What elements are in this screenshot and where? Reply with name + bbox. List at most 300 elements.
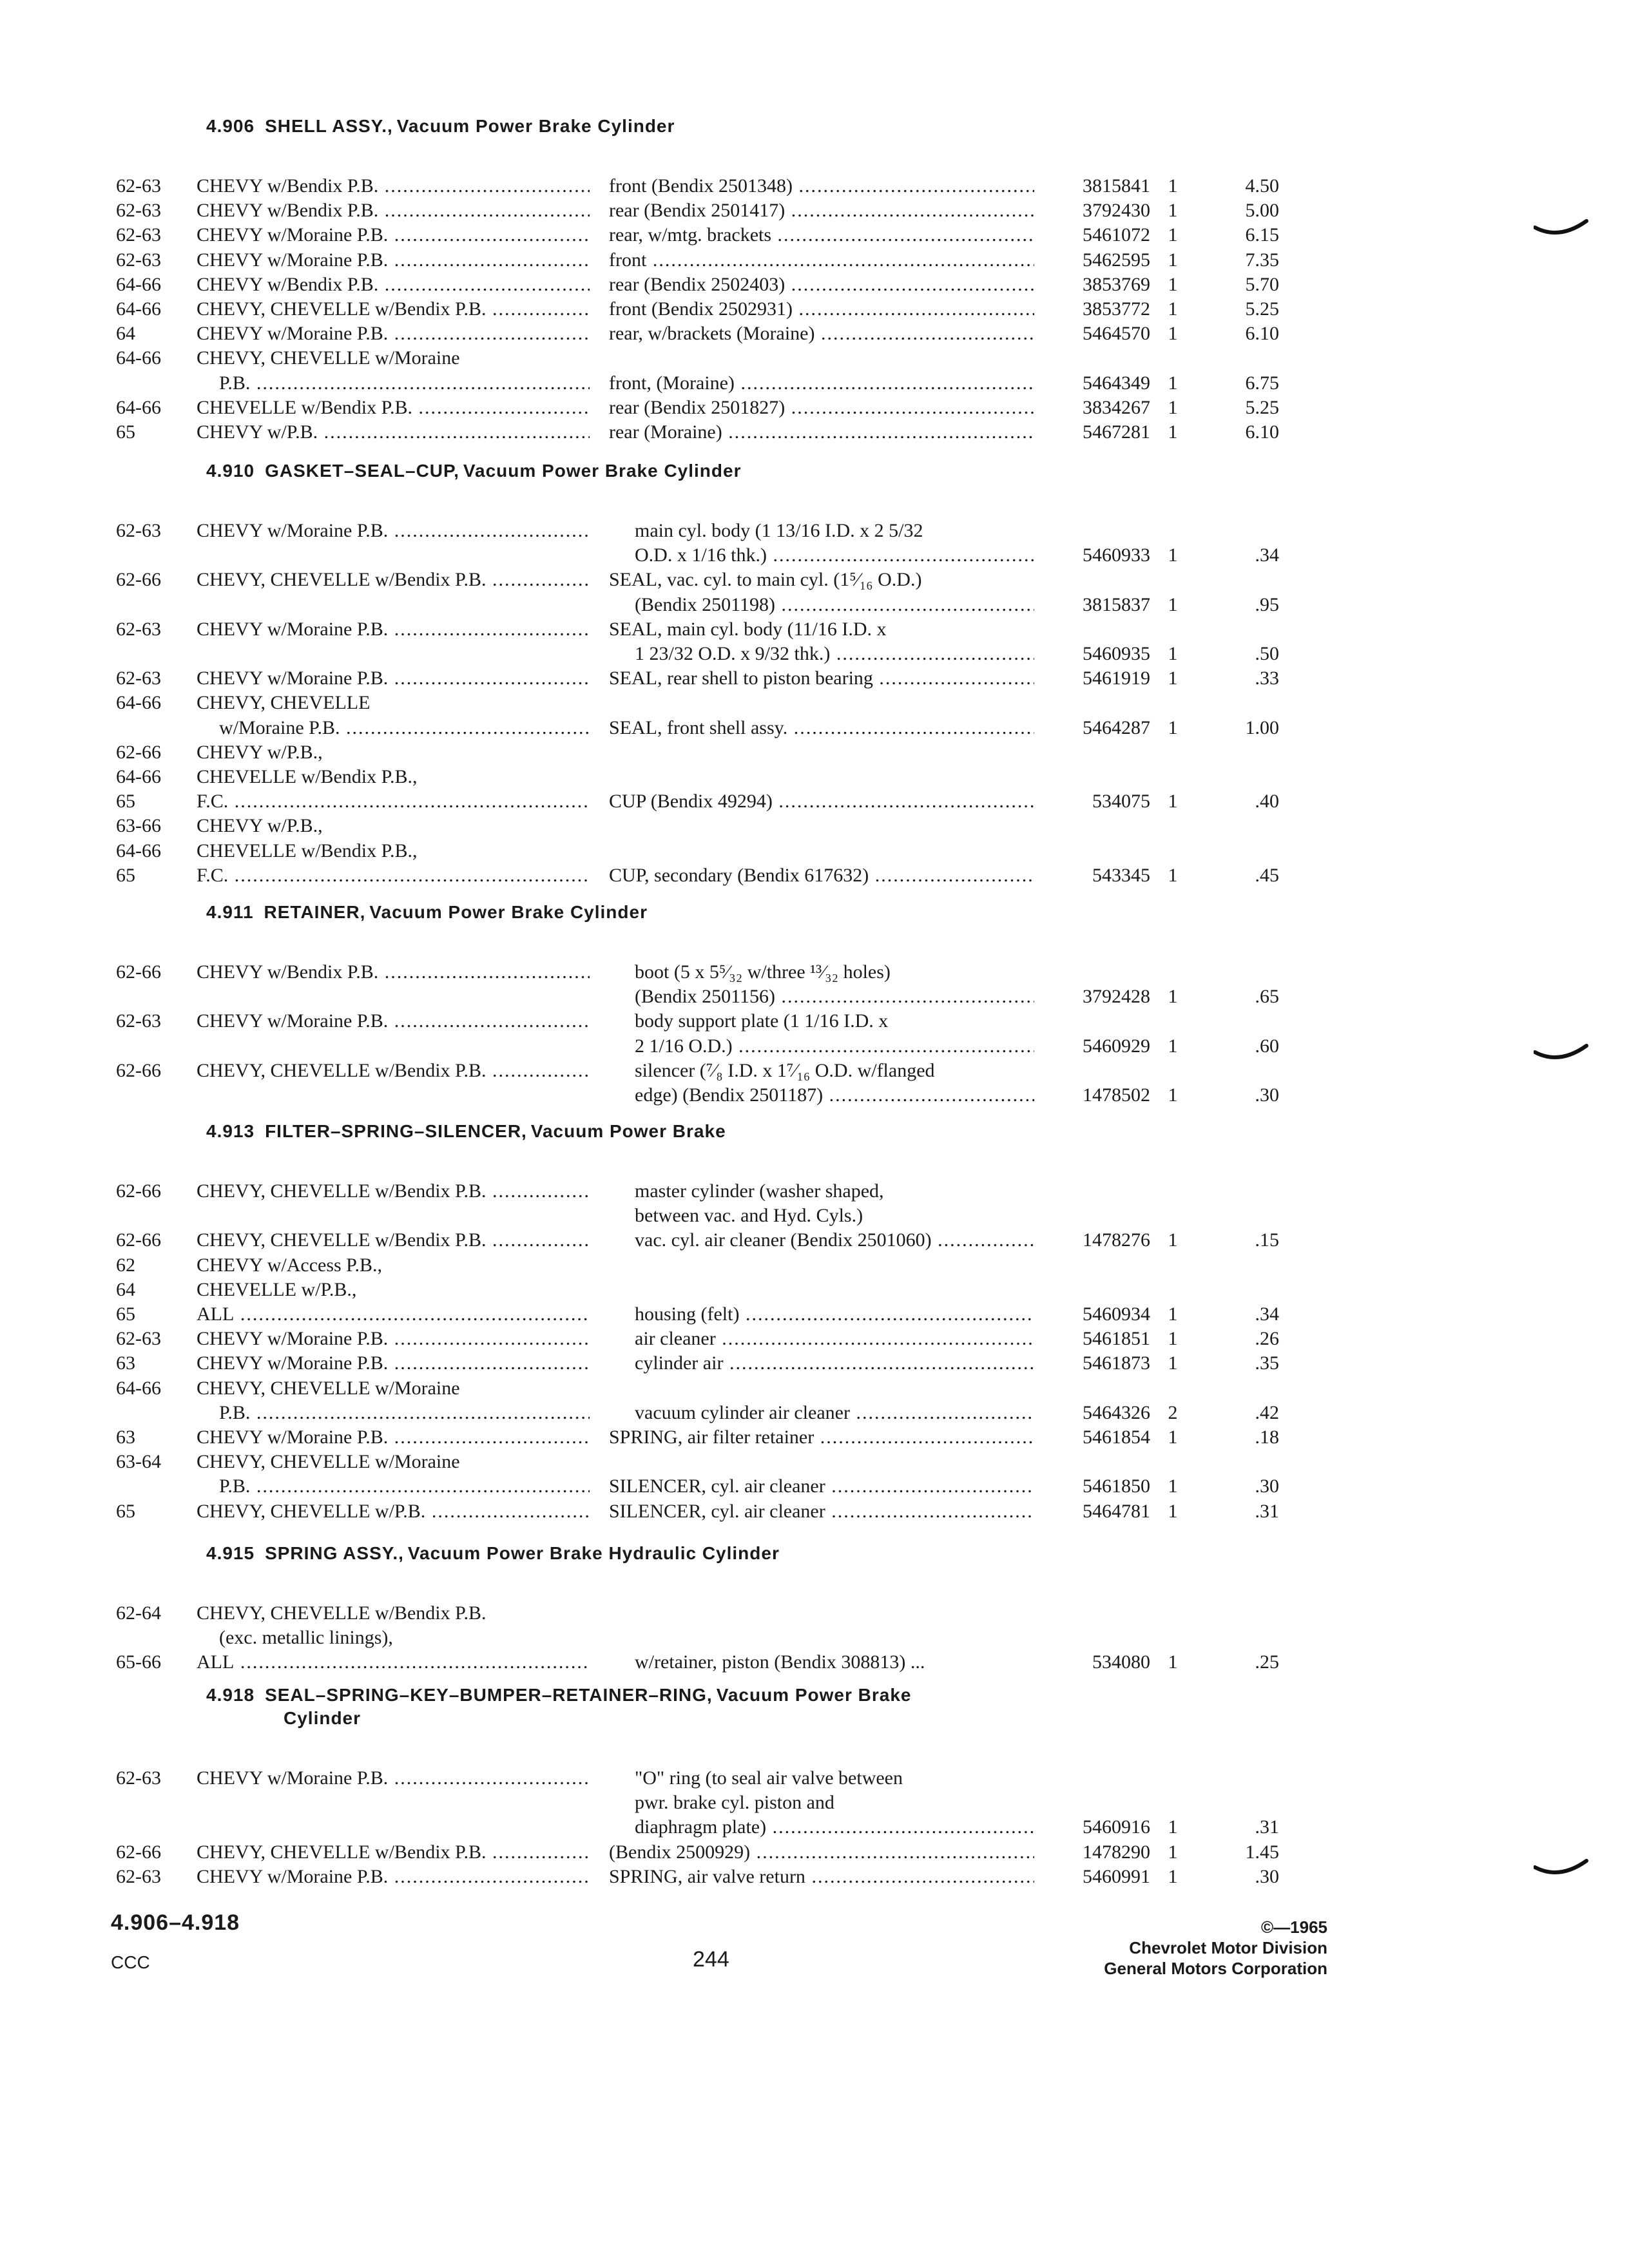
price: .30 bbox=[1255, 1475, 1279, 1497]
year-range: 62-64 bbox=[116, 1602, 161, 1624]
section-description: Vacuum Power Brake bbox=[530, 1121, 726, 1141]
part-number: 5464349 bbox=[1083, 372, 1150, 394]
part-number: 5460934 bbox=[1083, 1303, 1150, 1325]
part-number: 5461072 bbox=[1083, 224, 1150, 246]
price: .25 bbox=[1255, 1651, 1279, 1673]
section-description: Vacuum Power Brake Cylinder bbox=[463, 461, 742, 481]
table-row bbox=[0, 519, 1629, 544]
year-range: 64-66 bbox=[116, 692, 161, 714]
part-number: 3815841 bbox=[1083, 175, 1150, 197]
quantity: 1 bbox=[1168, 791, 1178, 812]
price: 5.70 bbox=[1245, 273, 1279, 295]
table-row bbox=[0, 1179, 1629, 1205]
table-row bbox=[0, 1327, 1629, 1352]
quantity: 1 bbox=[1168, 986, 1178, 1008]
footer-copyright: ©—1965 bbox=[1261, 1917, 1327, 1937]
quantity: 1 bbox=[1168, 200, 1178, 222]
model: CHEVY w/Moraine P.B. ..... bbox=[197, 248, 590, 273]
quantity: 1 bbox=[1168, 421, 1178, 443]
quantity: 1 bbox=[1168, 1303, 1178, 1325]
table-row bbox=[0, 1840, 1629, 1866]
quantity: 1 bbox=[1168, 643, 1178, 664]
section-description-cont: Cylinder bbox=[284, 1708, 361, 1728]
price: 6.10 bbox=[1245, 323, 1279, 345]
part-number: 5461873 bbox=[1083, 1352, 1150, 1374]
table-row bbox=[0, 1376, 1629, 1402]
part-description: rear (Bendix 2501827) ..... bbox=[609, 396, 1034, 420]
model: CHEVY w/P.B. ..... bbox=[197, 420, 590, 445]
table-row bbox=[0, 863, 1629, 889]
price: .31 bbox=[1255, 1816, 1279, 1838]
table-row bbox=[0, 1474, 1629, 1500]
part-description: housing (felt) ..... bbox=[635, 1302, 1034, 1327]
part-description: edge) (Bendix 2501187) ..... bbox=[635, 1083, 1034, 1108]
margin-mark bbox=[1534, 1856, 1588, 1881]
table-row bbox=[0, 396, 1629, 421]
model: CHEVY, CHEVELLE w/Bendix P.B. ..... bbox=[197, 1228, 590, 1253]
table-row bbox=[0, 1034, 1629, 1060]
year-range: 64-66 bbox=[116, 840, 161, 861]
year-range: 62-63 bbox=[116, 668, 161, 689]
year-range: 65 bbox=[116, 421, 135, 443]
year-range: 63 bbox=[116, 1427, 135, 1448]
quantity: 1 bbox=[1168, 864, 1178, 886]
model: CHEVY w/Moraine P.B. ..... bbox=[197, 666, 590, 691]
part-description: vac. cyl. air cleaner (Bendix 2501060) ..... bbox=[635, 1228, 1034, 1253]
part-description: 2 1/16 O.D.) ..... bbox=[635, 1034, 1034, 1059]
year-range: 65 bbox=[116, 1303, 135, 1325]
part-number: 5460935 bbox=[1083, 643, 1150, 664]
quantity: 1 bbox=[1168, 372, 1178, 394]
part-number: 1478276 bbox=[1083, 1229, 1150, 1251]
part-number: 3853772 bbox=[1083, 298, 1150, 320]
price: .34 bbox=[1255, 1303, 1279, 1325]
year-range: 62-63 bbox=[116, 1010, 161, 1032]
model: (exc. metallic linings), bbox=[219, 1627, 393, 1649]
model: CHEVY w/P.B., bbox=[197, 741, 323, 763]
year-range: 62-66 bbox=[116, 1229, 161, 1251]
part-description: between vac. and Hyd. Cyls.) bbox=[635, 1205, 863, 1227]
price: .45 bbox=[1255, 864, 1279, 886]
model: CHEVY, CHEVELLE bbox=[197, 692, 371, 714]
table-row bbox=[0, 1253, 1629, 1279]
quantity: 1 bbox=[1168, 593, 1178, 615]
model: F.C. ..... bbox=[197, 863, 590, 888]
model: CHEVY w/Moraine P.B. ..... bbox=[197, 1009, 590, 1033]
part-number: 3792428 bbox=[1083, 986, 1150, 1008]
part-description: SEAL, vac. cyl. to main cyl. (1⁵⁄₁₆ O.D.) bbox=[609, 569, 922, 591]
part-number: 5461851 bbox=[1083, 1328, 1150, 1350]
part-number: 1478290 bbox=[1083, 1841, 1150, 1863]
part-number: 5464570 bbox=[1083, 323, 1150, 345]
year-range: 64-66 bbox=[116, 396, 161, 418]
section-description: Vacuum Power Brake Cylinder bbox=[396, 116, 675, 136]
year-range: 65 bbox=[116, 791, 135, 812]
section-number: 4.918 bbox=[206, 1685, 255, 1705]
model: CHEVY w/Moraine P.B. ..... bbox=[197, 519, 590, 543]
part-description: boot (5 x 5⁵⁄₃₂ w/three ¹³⁄₃₂ holes) bbox=[635, 961, 891, 983]
model: ALL ..... bbox=[197, 1302, 590, 1327]
quantity: 2 bbox=[1168, 1401, 1178, 1423]
quantity: 1 bbox=[1168, 716, 1178, 738]
year-range: 62-66 bbox=[116, 1059, 161, 1081]
part-description: rear (Bendix 2501417) ..... bbox=[609, 198, 1034, 223]
section-heading bbox=[206, 902, 648, 923]
table-row bbox=[0, 617, 1629, 643]
quantity: 1 bbox=[1168, 175, 1178, 197]
model: CHEVY w/Bendix P.B. ..... bbox=[197, 198, 590, 223]
table-row bbox=[0, 666, 1629, 692]
price: 1.00 bbox=[1245, 716, 1279, 738]
price: .31 bbox=[1255, 1500, 1279, 1522]
year-range: 64-66 bbox=[116, 347, 161, 369]
page-number: 244 bbox=[693, 1947, 729, 1972]
table-row bbox=[0, 814, 1629, 840]
table-row bbox=[0, 789, 1629, 815]
year-range: 65 bbox=[116, 1500, 135, 1522]
quantity: 1 bbox=[1168, 1841, 1178, 1863]
price: .50 bbox=[1255, 643, 1279, 664]
quantity: 1 bbox=[1168, 1500, 1178, 1522]
quantity: 1 bbox=[1168, 1651, 1178, 1673]
section-heading bbox=[206, 461, 741, 481]
table-row bbox=[0, 1083, 1629, 1109]
price: 6.10 bbox=[1245, 421, 1279, 443]
table-row bbox=[0, 322, 1629, 347]
part-number: 5467281 bbox=[1083, 421, 1150, 443]
table-row bbox=[0, 420, 1629, 446]
quantity: 1 bbox=[1168, 323, 1178, 345]
part-number: 5462595 bbox=[1083, 249, 1150, 271]
quantity: 1 bbox=[1168, 1328, 1178, 1350]
table-row bbox=[0, 1450, 1629, 1475]
year-range: 65 bbox=[116, 864, 135, 886]
section-heading bbox=[206, 1543, 780, 1564]
year-range: 62-63 bbox=[116, 224, 161, 246]
year-range: 62-63 bbox=[116, 249, 161, 271]
section-number: 4.911 bbox=[206, 902, 254, 922]
year-range: 62-66 bbox=[116, 1180, 161, 1202]
quantity: 1 bbox=[1168, 224, 1178, 246]
part-description: diaphragm plate) ..... bbox=[635, 1815, 1034, 1840]
part-description: air cleaner ..... bbox=[635, 1327, 1034, 1351]
price: 1.45 bbox=[1245, 1841, 1279, 1863]
table-row bbox=[0, 543, 1629, 569]
part-description: O.D. x 1/16 thk.) ..... bbox=[635, 543, 1034, 568]
model: CHEVELLE w/Bendix P.B., bbox=[197, 840, 418, 861]
table-row bbox=[0, 642, 1629, 668]
part-description: SILENCER, cyl. air cleaner ..... bbox=[609, 1474, 1034, 1499]
quantity: 1 bbox=[1168, 1475, 1178, 1497]
part-number: 5461854 bbox=[1083, 1427, 1150, 1448]
table-row bbox=[0, 1865, 1629, 1890]
year-range: 62-63 bbox=[116, 175, 161, 197]
year-range: 62-66 bbox=[116, 569, 161, 591]
footer-division: Chevrolet Motor Division bbox=[1129, 1938, 1327, 1957]
model: CHEVY, CHEVELLE w/Bendix P.B. ..... bbox=[197, 568, 590, 592]
table-row bbox=[0, 1228, 1629, 1254]
price: .34 bbox=[1255, 544, 1279, 566]
model: CHEVELLE w/Bendix P.B., bbox=[197, 766, 418, 787]
price: .95 bbox=[1255, 593, 1279, 615]
part-description: body support plate (1 1/16 I.D. x bbox=[635, 1010, 889, 1032]
model: CHEVY w/Bendix P.B. ..... bbox=[197, 174, 590, 198]
model: CHEVY, CHEVELLE w/Moraine bbox=[197, 1377, 460, 1399]
model: P.B. ..... bbox=[219, 371, 590, 396]
part-description: main cyl. body (1 13/16 I.D. x 2 5/32 bbox=[635, 520, 923, 541]
part-number: 3815837 bbox=[1083, 593, 1150, 615]
table-row bbox=[0, 960, 1629, 986]
price: .33 bbox=[1255, 668, 1279, 689]
price: .42 bbox=[1255, 1401, 1279, 1423]
part-number: 543345 bbox=[1092, 864, 1150, 886]
table-row bbox=[0, 1401, 1629, 1427]
part-description: front, (Moraine) ..... bbox=[609, 371, 1034, 396]
table-row bbox=[0, 1626, 1629, 1651]
table-row bbox=[0, 1791, 1629, 1816]
part-description: 1 23/32 O.D. x 9/32 thk.) ..... bbox=[635, 642, 1034, 666]
quantity: 1 bbox=[1168, 1865, 1178, 1887]
model: CHEVY, CHEVELLE w/Moraine bbox=[197, 347, 460, 369]
model: CHEVELLE w/Bendix P.B. ..... bbox=[197, 396, 590, 420]
model: CHEVY, CHEVELLE w/Bendix P.B. ..... bbox=[197, 1059, 590, 1083]
model: P.B. ..... bbox=[219, 1474, 590, 1499]
quantity: 1 bbox=[1168, 1229, 1178, 1251]
year-range: 62-63 bbox=[116, 1328, 161, 1350]
year-range: 64-66 bbox=[116, 273, 161, 295]
table-row bbox=[0, 297, 1629, 323]
table-row bbox=[0, 1815, 1629, 1841]
part-description: SPRING, air valve return ..... bbox=[609, 1865, 1034, 1889]
table-row bbox=[0, 1009, 1629, 1035]
price: 5.25 bbox=[1245, 298, 1279, 320]
part-description: rear, w/brackets (Moraine) ..... bbox=[609, 322, 1034, 346]
table-row bbox=[0, 691, 1629, 716]
part-description: pwr. brake cyl. piston and bbox=[635, 1792, 834, 1814]
year-range: 62-66 bbox=[116, 1841, 161, 1863]
footer-section-range: 4.906–4.918 bbox=[111, 1910, 240, 1935]
price: .60 bbox=[1255, 1035, 1279, 1057]
section-description: Vacuum Power Brake bbox=[716, 1685, 912, 1705]
model: F.C. ..... bbox=[197, 789, 590, 814]
table-row bbox=[0, 1351, 1629, 1377]
table-row bbox=[0, 1499, 1629, 1525]
part-description: (Bendix 2500929) ..... bbox=[609, 1840, 1034, 1865]
part-description: SPRING, air filter retainer ..... bbox=[609, 1425, 1034, 1450]
quantity: 1 bbox=[1168, 1352, 1178, 1374]
model: CHEVY w/Moraine P.B. ..... bbox=[197, 322, 590, 346]
margin-mark bbox=[1534, 216, 1588, 242]
quantity: 1 bbox=[1168, 298, 1178, 320]
section-description: Vacuum Power Brake Hydraulic Cylinder bbox=[407, 1543, 780, 1563]
part-description: SILENCER, cyl. air cleaner ..... bbox=[609, 1499, 1034, 1524]
part-number: 534080 bbox=[1092, 1651, 1150, 1673]
model: CHEVY, CHEVELLE w/Bendix P.B. ..... bbox=[197, 1840, 590, 1865]
section-name: RETAINER, bbox=[264, 902, 366, 922]
table-row bbox=[0, 1059, 1629, 1084]
part-description: SEAL, main cyl. body (11/16 I.D. x bbox=[609, 618, 887, 640]
year-range: 62 bbox=[116, 1254, 135, 1276]
part-number: 5461850 bbox=[1083, 1475, 1150, 1497]
model: CHEVY w/P.B., bbox=[197, 815, 323, 837]
section-name: FILTER–SPRING–SILENCER, bbox=[265, 1121, 527, 1141]
year-range: 63-66 bbox=[116, 815, 161, 837]
part-description: vacuum cylinder air cleaner ..... bbox=[635, 1401, 1034, 1425]
quantity: 1 bbox=[1168, 668, 1178, 689]
part-description: SEAL, rear shell to piston bearing ..... bbox=[609, 666, 1034, 691]
part-number: 5460929 bbox=[1083, 1035, 1150, 1057]
part-number: 5460991 bbox=[1083, 1865, 1150, 1887]
year-range: 65-66 bbox=[116, 1651, 161, 1673]
part-description: front (Bendix 2502931) ..... bbox=[609, 297, 1034, 322]
part-description: rear (Bendix 2502403) ..... bbox=[609, 273, 1034, 297]
quantity: 1 bbox=[1168, 273, 1178, 295]
model: CHEVY, CHEVELLE w/Bendix P.B. bbox=[197, 1602, 487, 1624]
year-range: 62-63 bbox=[116, 520, 161, 541]
quantity: 1 bbox=[1168, 1084, 1178, 1106]
footer-corporation: General Motors Corporation bbox=[1104, 1959, 1327, 1978]
price: .65 bbox=[1255, 986, 1279, 1008]
year-range: 63 bbox=[116, 1352, 135, 1374]
part-number: 5464326 bbox=[1083, 1401, 1150, 1423]
model: w/Moraine P.B. ..... bbox=[219, 716, 590, 740]
model: CHEVY, CHEVELLE w/Bendix P.B. ..... bbox=[197, 297, 590, 322]
table-row bbox=[0, 985, 1629, 1010]
price: 4.50 bbox=[1245, 175, 1279, 197]
model: CHEVY w/Moraine P.B. ..... bbox=[197, 1865, 590, 1889]
price: 6.75 bbox=[1245, 372, 1279, 394]
part-number: 5460916 bbox=[1083, 1816, 1150, 1838]
price: .26 bbox=[1255, 1328, 1279, 1350]
table-row bbox=[0, 273, 1629, 298]
quantity: 1 bbox=[1168, 396, 1178, 418]
table-row bbox=[0, 1302, 1629, 1328]
quantity: 1 bbox=[1168, 1035, 1178, 1057]
part-description: (Bendix 2501156) ..... bbox=[635, 985, 1034, 1009]
table-row bbox=[0, 593, 1629, 619]
part-description: master cylinder (washer shaped, bbox=[635, 1180, 884, 1202]
section-number: 4.915 bbox=[206, 1543, 255, 1563]
year-range: 62-63 bbox=[116, 1865, 161, 1887]
price: 5.25 bbox=[1245, 396, 1279, 418]
price: 5.00 bbox=[1245, 200, 1279, 222]
model: CHEVY w/Moraine P.B. ..... bbox=[197, 223, 590, 247]
table-row bbox=[0, 223, 1629, 249]
price: .35 bbox=[1255, 1352, 1279, 1374]
year-range: 63-64 bbox=[116, 1451, 161, 1473]
price: 7.35 bbox=[1245, 249, 1279, 271]
section-name: SHELL ASSY., bbox=[265, 116, 393, 136]
section-heading bbox=[206, 1121, 726, 1142]
section-heading bbox=[206, 1685, 912, 1706]
table-row bbox=[0, 740, 1629, 766]
table-row bbox=[0, 1650, 1629, 1676]
year-range: 64-66 bbox=[116, 298, 161, 320]
model: ALL ..... bbox=[197, 1650, 590, 1675]
model: CHEVY, CHEVELLE w/Bendix P.B. ..... bbox=[197, 1179, 590, 1204]
table-row bbox=[0, 568, 1629, 593]
section-number: 4.910 bbox=[206, 461, 255, 481]
part-number: 5464287 bbox=[1083, 716, 1150, 738]
part-description: "O" ring (to seal air valve between bbox=[635, 1767, 903, 1789]
model: P.B. ..... bbox=[219, 1401, 590, 1425]
model: CHEVY w/Bendix P.B. ..... bbox=[197, 273, 590, 297]
year-range: 64-66 bbox=[116, 766, 161, 787]
part-description: CUP (Bendix 49294) ..... bbox=[609, 789, 1034, 814]
year-range: 64-66 bbox=[116, 1377, 161, 1399]
year-range: 64 bbox=[116, 1278, 135, 1300]
year-range: 62-63 bbox=[116, 618, 161, 640]
part-description: silencer (⁷⁄₈ I.D. x 1⁷⁄₁₆ O.D. w/flanged bbox=[635, 1059, 935, 1081]
model: CHEVELLE w/P.B., bbox=[197, 1278, 357, 1300]
year-range: 62-63 bbox=[116, 1767, 161, 1789]
part-description: cylinder air ..... bbox=[635, 1351, 1034, 1376]
quantity: 1 bbox=[1168, 1427, 1178, 1448]
table-row bbox=[0, 1204, 1629, 1229]
part-number: 534075 bbox=[1092, 791, 1150, 812]
part-number: 3853769 bbox=[1083, 273, 1150, 295]
table-row bbox=[0, 765, 1629, 791]
table-row bbox=[0, 839, 1629, 865]
table-row bbox=[0, 716, 1629, 742]
part-number: 5461919 bbox=[1083, 668, 1150, 689]
part-number: 5460933 bbox=[1083, 544, 1150, 566]
price: .30 bbox=[1255, 1865, 1279, 1887]
part-number: 3792430 bbox=[1083, 200, 1150, 222]
model: CHEVY, CHEVELLE w/P.B. ..... bbox=[197, 1499, 590, 1524]
year-range: 62-63 bbox=[116, 200, 161, 222]
price: .18 bbox=[1255, 1427, 1279, 1448]
year-range: 62-66 bbox=[116, 961, 161, 983]
model: CHEVY w/Moraine P.B. ..... bbox=[197, 1351, 590, 1376]
model: CHEVY w/Access P.B., bbox=[197, 1254, 383, 1276]
section-number: 4.913 bbox=[206, 1121, 255, 1141]
section-description: Vacuum Power Brake Cylinder bbox=[369, 902, 648, 922]
price: .15 bbox=[1255, 1229, 1279, 1251]
quantity: 1 bbox=[1168, 544, 1178, 566]
part-description: w/retainer, piston (Bendix 308813) ... bbox=[635, 1651, 925, 1673]
part-description: SEAL, front shell assy. ..... bbox=[609, 716, 1034, 740]
part-description: CUP, secondary (Bendix 617632) ..... bbox=[609, 863, 1034, 888]
model: CHEVY w/Moraine P.B. ..... bbox=[197, 1327, 590, 1351]
section-name: SPRING ASSY., bbox=[265, 1543, 404, 1563]
table-row bbox=[0, 174, 1629, 200]
model: CHEVY w/Moraine P.B. ..... bbox=[197, 617, 590, 642]
price: .30 bbox=[1255, 1084, 1279, 1106]
section-heading bbox=[206, 116, 675, 137]
part-description: front ..... bbox=[609, 248, 1034, 273]
part-number: 3834267 bbox=[1083, 396, 1150, 418]
part-description: (Bendix 2501198) ..... bbox=[635, 593, 1034, 617]
part-description: front (Bendix 2501348) ..... bbox=[609, 174, 1034, 198]
footer-publisher bbox=[1104, 1917, 1327, 1979]
table-row bbox=[0, 1425, 1629, 1451]
price: .40 bbox=[1255, 791, 1279, 812]
table-row bbox=[0, 1766, 1629, 1792]
price: 6.15 bbox=[1245, 224, 1279, 246]
year-range: 64 bbox=[116, 323, 135, 345]
table-row bbox=[0, 371, 1629, 397]
section-name: SEAL–SPRING–KEY–BUMPER–RETAINER–RING, bbox=[265, 1685, 713, 1705]
model: CHEVY w/Moraine P.B. ..... bbox=[197, 1766, 590, 1791]
table-row bbox=[0, 1601, 1629, 1627]
part-description: rear, w/mtg. brackets ..... bbox=[609, 223, 1034, 247]
quantity: 1 bbox=[1168, 1816, 1178, 1838]
table-row bbox=[0, 248, 1629, 274]
model: CHEVY, CHEVELLE w/Moraine bbox=[197, 1451, 460, 1473]
year-range: 62-66 bbox=[116, 741, 161, 763]
quantity: 1 bbox=[1168, 249, 1178, 271]
